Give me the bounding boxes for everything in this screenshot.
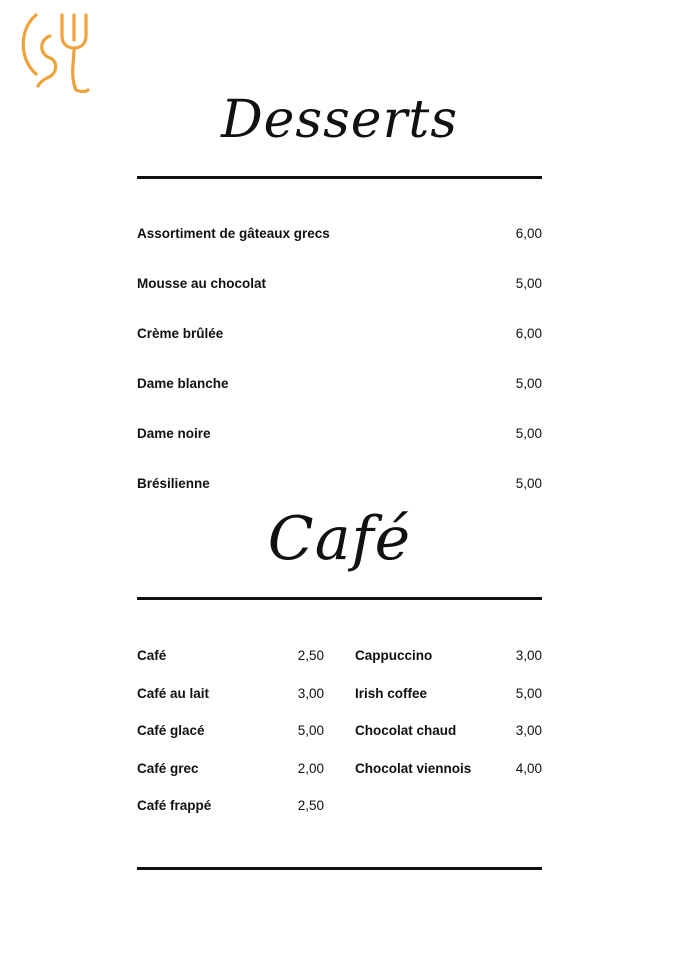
menu-item xyxy=(137,426,542,444)
menu-item xyxy=(355,761,542,779)
menu-item-price: 3,00 xyxy=(297,686,324,701)
menu-item-name: Café frappé xyxy=(137,798,212,813)
menu-item-price: 3,00 xyxy=(515,648,542,663)
menu-item xyxy=(355,686,542,704)
menu-item-price: 5,00 xyxy=(515,686,542,701)
menu-item xyxy=(137,376,542,394)
menu-item-price: 2,50 xyxy=(297,648,324,663)
divider-rule xyxy=(137,867,542,870)
fork-plate-logo-icon xyxy=(14,10,92,94)
menu-item-name: Café au lait xyxy=(137,686,210,701)
menu-item-name: Brésilienne xyxy=(137,476,210,491)
menu-item-name: Café glacé xyxy=(137,723,205,738)
menu-item-price: 5,00 xyxy=(297,723,324,738)
menu-item-price: 5,00 xyxy=(515,426,542,441)
menu-item-name: Dame noire xyxy=(137,426,211,441)
menu-item-price: 4,00 xyxy=(515,761,542,776)
menu-item xyxy=(137,686,324,704)
divider-rule xyxy=(137,597,542,600)
menu-item xyxy=(137,476,542,494)
menu-item-price: 6,00 xyxy=(515,326,542,341)
menu-item-name: Chocolat viennois xyxy=(355,761,472,776)
menu-item xyxy=(355,723,542,741)
menu-item-price: 2,50 xyxy=(297,798,324,813)
section-title-cafe: Café xyxy=(267,504,412,574)
menu-item-name: Chocolat chaud xyxy=(355,723,457,738)
divider-rule xyxy=(137,176,542,179)
menu-item-name: Dame blanche xyxy=(137,376,229,391)
menu-item xyxy=(137,723,324,741)
menu-item xyxy=(137,276,542,294)
menu-item xyxy=(137,326,542,344)
menu-item-price: 3,00 xyxy=(515,723,542,738)
menu-item-name: Assortiment de gâteaux grecs xyxy=(137,226,330,241)
menu-item xyxy=(137,226,542,244)
menu-item xyxy=(355,648,542,666)
menu-item-price: 5,00 xyxy=(515,476,542,491)
menu-item-name: Crème brûlée xyxy=(137,326,224,341)
menu-item-name: Mousse au chocolat xyxy=(137,276,267,291)
menu-item-name: Cappuccino xyxy=(355,648,433,663)
menu-item-name: Café grec xyxy=(137,761,199,776)
menu-item-price: 6,00 xyxy=(515,226,542,241)
section-title-desserts: Desserts xyxy=(220,90,459,150)
menu-item-price: 5,00 xyxy=(515,376,542,391)
menu-item-name: Irish coffee xyxy=(355,686,428,701)
menu-item xyxy=(137,798,324,816)
menu-item-price: 5,00 xyxy=(515,276,542,291)
menu-item-name: Café xyxy=(137,648,167,663)
menu-item-price: 2,00 xyxy=(297,761,324,776)
menu-item xyxy=(137,761,324,779)
menu-item xyxy=(137,648,324,666)
